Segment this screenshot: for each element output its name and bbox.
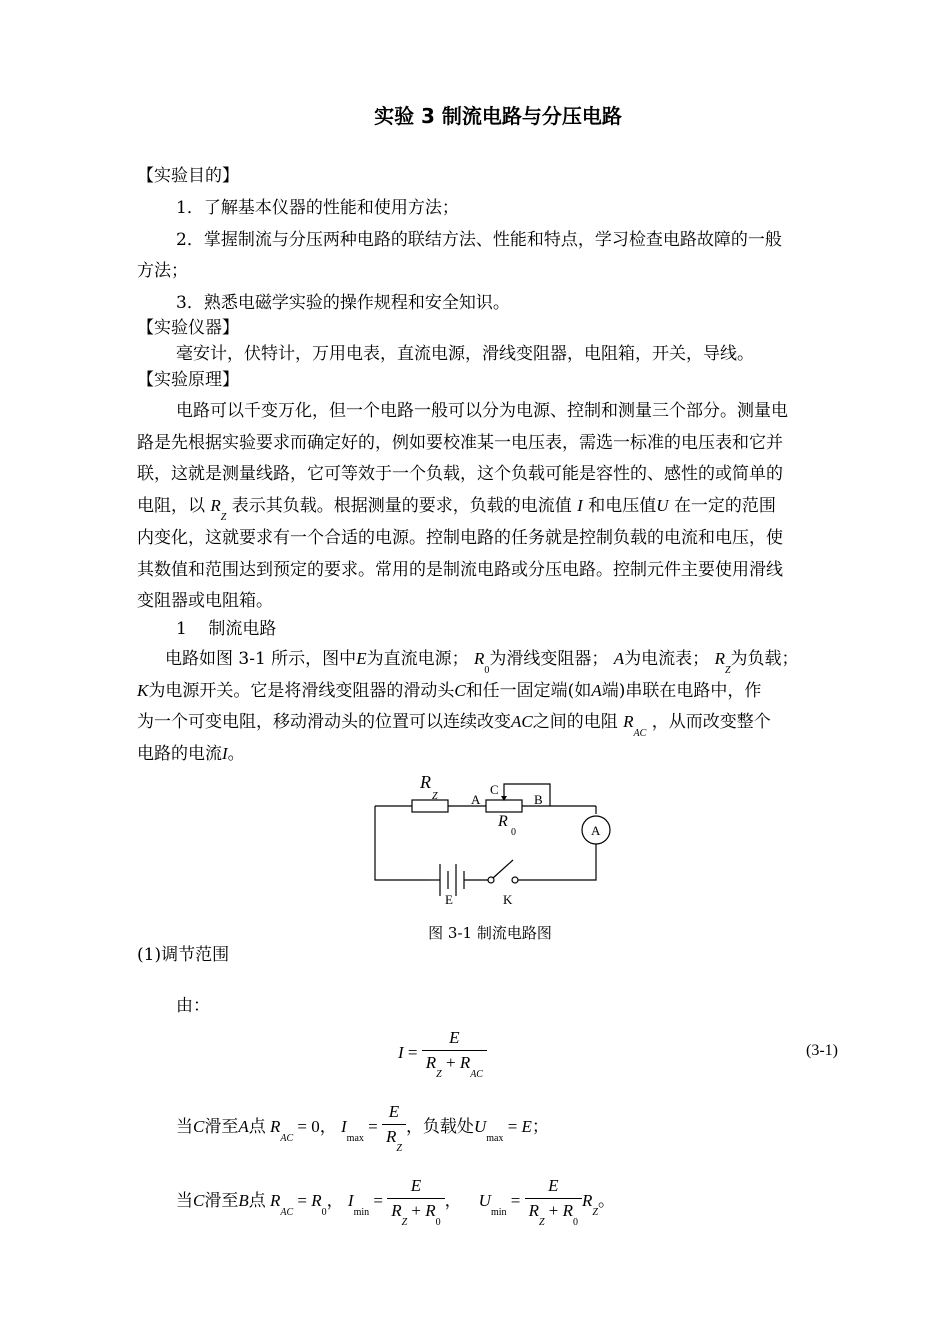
equation-number: (3-1) bbox=[806, 1042, 838, 1059]
case-c-at-b: 当C滑至B点 $R_{AC} = R_0$， $I_{min}$ = $\frac{E}{R_Z + R_0}$ ， $U_{min}$ = $\frac{E}{R_Z + R_0}$ $R_Z$。 bbox=[176, 1176, 615, 1228]
equation-3-1: I = $\frac{E}{R_Z + R_{AC}}$ bbox=[398, 1028, 487, 1080]
label-c: C bbox=[490, 782, 499, 797]
range-heading: (1)调节范围 bbox=[137, 945, 230, 965]
circuit-desc-line-1: 电路如图 3-1 所示，图中E为直流电源； $R_0$为滑线变阻器； A为电流表； $R_Z$为负载； bbox=[165, 649, 799, 676]
principle-line-2: 路是先根据实验要求而确定好的，例如要校准某一电压表，需选一标准的电压表和它并 bbox=[137, 433, 783, 453]
case-c-at-a: 当C滑至A点 $R_{AC} = 0$， $I_{max}$ = $\frac{E}{R_Z}$ ，负载处$U_{max} = E$； bbox=[176, 1102, 549, 1154]
instruments-list: 毫安计，伏特计，万用电表，直流电源，滑线变阻器，电阻箱，开关，导线。 bbox=[176, 344, 754, 364]
ammeter-label: A bbox=[591, 823, 601, 838]
instruments-heading: 【实验仪器】 bbox=[137, 318, 239, 338]
principle-line-6: 其数值和范围达到预定的要求。常用的是制流电路或分压电路。控制元件主要使用滑线 bbox=[137, 560, 783, 580]
purpose-item-3: 3．熟悉电磁学实验的操作规程和安全知识。 bbox=[176, 293, 510, 313]
svg-text:Z: Z bbox=[432, 791, 438, 802]
principle-heading: 【实验原理】 bbox=[137, 370, 239, 390]
label-b: B bbox=[534, 792, 543, 807]
purpose-item-2: 2．掌握制流与分压两种电路的联结方法、性能和特点，学习检查电路故障的一般 bbox=[176, 230, 782, 250]
principle-line-3: 联，这就是测量线路，它可等效于一个负载，这个负载可能是容性的、感性的或简单的 bbox=[137, 464, 783, 484]
svg-text:0: 0 bbox=[511, 827, 516, 838]
purpose-item-1: 1．了解基本仪器的性能和使用方法； bbox=[176, 198, 459, 218]
label-a: A bbox=[471, 792, 481, 807]
principle-line-1: 电路可以千变万化，但一个电路一般可以分为电源、控制和测量三个部分。测量电 bbox=[176, 401, 788, 421]
principle-line-7: 变阻器或电阻箱。 bbox=[137, 591, 273, 611]
principle-line-5: 内变化，这就要求有一个合适的电源。控制电路的任务就是控制负载的电流和电压，使 bbox=[137, 528, 783, 548]
subsection-heading: 1 制流电路 bbox=[176, 619, 277, 639]
wire-left bbox=[375, 806, 430, 880]
by-label: 由： bbox=[176, 996, 210, 1016]
circuit-diagram bbox=[360, 768, 620, 918]
circuit-desc-line-2: K为电源开关。它是将滑线变阻器的滑动头C和任一固定端(如A端)串联在电路中，作 bbox=[137, 681, 762, 701]
load-resistor bbox=[412, 800, 448, 812]
rheostat bbox=[486, 800, 522, 812]
purpose-heading: 【实验目的】 bbox=[137, 166, 239, 186]
figure-caption: 图 3-1 制流电路图 bbox=[428, 924, 552, 942]
switch-contact-right bbox=[512, 877, 518, 883]
principle-line-4: 电阻，以 $R_Z$ 表示其负载。根据测量的要求，负载的电流值 I 和电压值U 在一定的范围 bbox=[137, 496, 776, 523]
symbol-r: R bbox=[210, 496, 221, 515]
label-rz: R bbox=[420, 772, 431, 792]
page-title: 实验 3 制流电路与分压电路 bbox=[374, 104, 622, 128]
label-k: K bbox=[503, 892, 513, 907]
label-e: E bbox=[445, 892, 453, 907]
purpose-item-2-cont: 方法； bbox=[137, 261, 188, 281]
label-r0: R bbox=[498, 813, 508, 830]
circuit-desc-line-3: 为一个可变电阻，移动滑动头的位置可以连续改变AC之间的电阻 $R_{AC}$ ，从而改变整个 bbox=[137, 712, 771, 739]
circuit-desc-line-4: 电路的电流I。 bbox=[137, 744, 245, 764]
switch-blade bbox=[493, 860, 513, 878]
slider-wire bbox=[504, 784, 550, 806]
